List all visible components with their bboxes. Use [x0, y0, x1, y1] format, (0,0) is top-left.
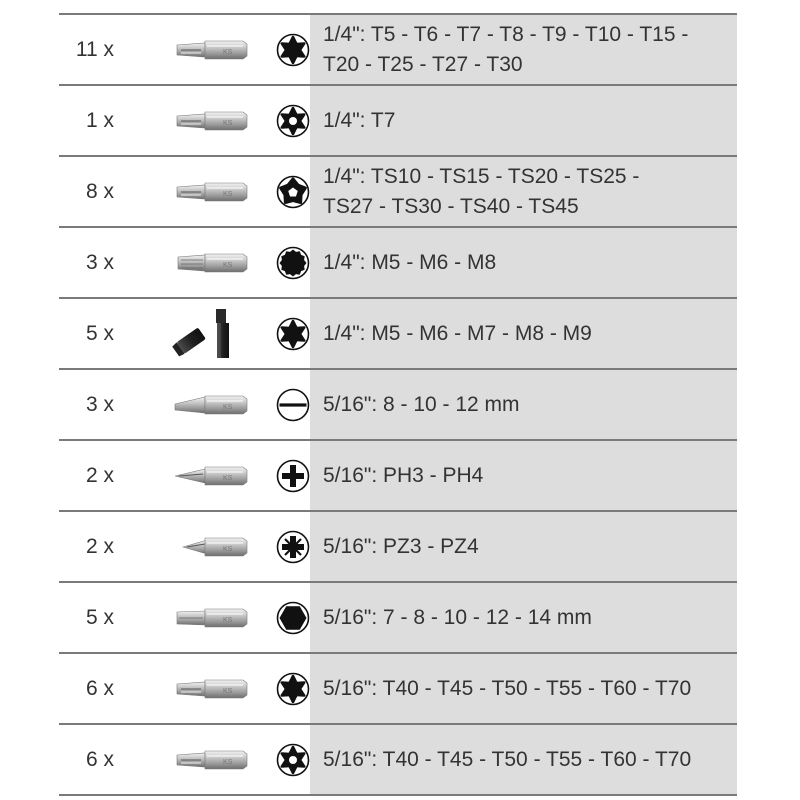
spec-cell [310, 15, 737, 84]
quantity-cell: 6 x [59, 725, 152, 794]
table-row [59, 299, 737, 370]
svg-text:KS: KS [223, 119, 233, 127]
svg-text:KS: KS [223, 48, 233, 56]
extractor-bits-image [152, 299, 270, 368]
pozidriv-bit-image [152, 512, 270, 581]
quantity-cell: 1 x [59, 86, 152, 155]
quantity-cell: 3 x [59, 370, 152, 439]
spec-line: 5/16": T40 - T45 - T50 - T55 - T60 - T70 [323, 747, 692, 771]
slotted-bit-image [152, 370, 270, 439]
svg-text:KS: KS [223, 261, 233, 269]
spec-cell [310, 157, 737, 226]
table-row [59, 370, 737, 441]
svg-text:KS: KS [223, 758, 233, 766]
spec-cell [310, 654, 737, 723]
quantity-cell: 6 x [59, 654, 152, 723]
spec-cell [310, 583, 737, 652]
torx-bit-image [152, 654, 270, 723]
quantity-cell: 11 x [59, 15, 152, 84]
spec-line: 1/4": T7 [323, 108, 396, 132]
slotted-icon [270, 370, 310, 439]
torx-icon [270, 654, 310, 723]
svg-text:KS: KS [223, 190, 233, 198]
svg-text:KS: KS [223, 616, 233, 624]
pozidriv-icon [270, 512, 310, 581]
spec-line: 5/16": PH3 - PH4 [323, 463, 484, 487]
spec-cell [310, 228, 737, 297]
tamper-torx-icon [270, 725, 310, 794]
spec-cell [310, 299, 737, 368]
quantity-cell: 8 x [59, 157, 152, 226]
bit-set-table [59, 13, 737, 796]
phillips-bit-image [152, 441, 270, 510]
phillips-icon [270, 441, 310, 510]
spec-cell [310, 370, 737, 439]
quantity-cell: 5 x [59, 299, 152, 368]
table-row [59, 228, 737, 299]
pentalobe-icon [270, 157, 310, 226]
torx-bit-image [152, 15, 270, 84]
ts-bit-image [152, 157, 270, 226]
spec-line: 5/16": 7 - 8 - 10 - 12 - 14 mm [323, 605, 592, 629]
torx-icon [270, 15, 310, 84]
torx-bit-image [152, 725, 270, 794]
torx-bit-image [152, 86, 270, 155]
torx-icon [270, 299, 310, 368]
spec-line: 1/4": TS10 - TS15 - TS20 - TS25 - [323, 164, 640, 188]
table-row [59, 725, 737, 796]
table-row [59, 15, 737, 86]
spec-line: T20 - T25 - T27 - T30 [323, 52, 523, 76]
svg-text:KS: KS [223, 687, 233, 695]
table-row [59, 512, 737, 583]
spec-line: 1/4": M5 - M6 - M7 - M8 - M9 [323, 321, 592, 345]
spec-cell [310, 512, 737, 581]
spline-bit-image [152, 228, 270, 297]
spec-line: 1/4": M5 - M6 - M8 [323, 250, 497, 274]
table-row [59, 583, 737, 654]
table-row [59, 441, 737, 512]
quantity-cell: 5 x [59, 583, 152, 652]
svg-text:KS: KS [223, 545, 233, 553]
quantity-cell: 2 x [59, 441, 152, 510]
svg-text:KS: KS [223, 474, 233, 482]
spec-cell [310, 725, 737, 794]
quantity-cell: 2 x [59, 512, 152, 581]
hex-icon [270, 583, 310, 652]
table-row [59, 654, 737, 725]
table-row [59, 157, 737, 228]
spline-icon [270, 228, 310, 297]
spec-cell [310, 86, 737, 155]
spec-line: 5/16": 8 - 10 - 12 mm [323, 392, 520, 416]
spec-cell [310, 441, 737, 510]
spec-line: 1/4": T5 - T6 - T7 - T8 - T9 - T10 - T15 - [323, 22, 689, 46]
hex-bit-image [152, 583, 270, 652]
spec-line: 5/16": PZ3 - PZ4 [323, 534, 479, 558]
quantity-cell: 3 x [59, 228, 152, 297]
svg-text:KS: KS [223, 403, 233, 411]
tamper-torx-icon [270, 86, 310, 155]
spec-line: 5/16": T40 - T45 - T50 - T55 - T60 - T70 [323, 676, 692, 700]
spec-line: TS27 - TS30 - TS40 - TS45 [323, 194, 579, 218]
table-row [59, 86, 737, 157]
